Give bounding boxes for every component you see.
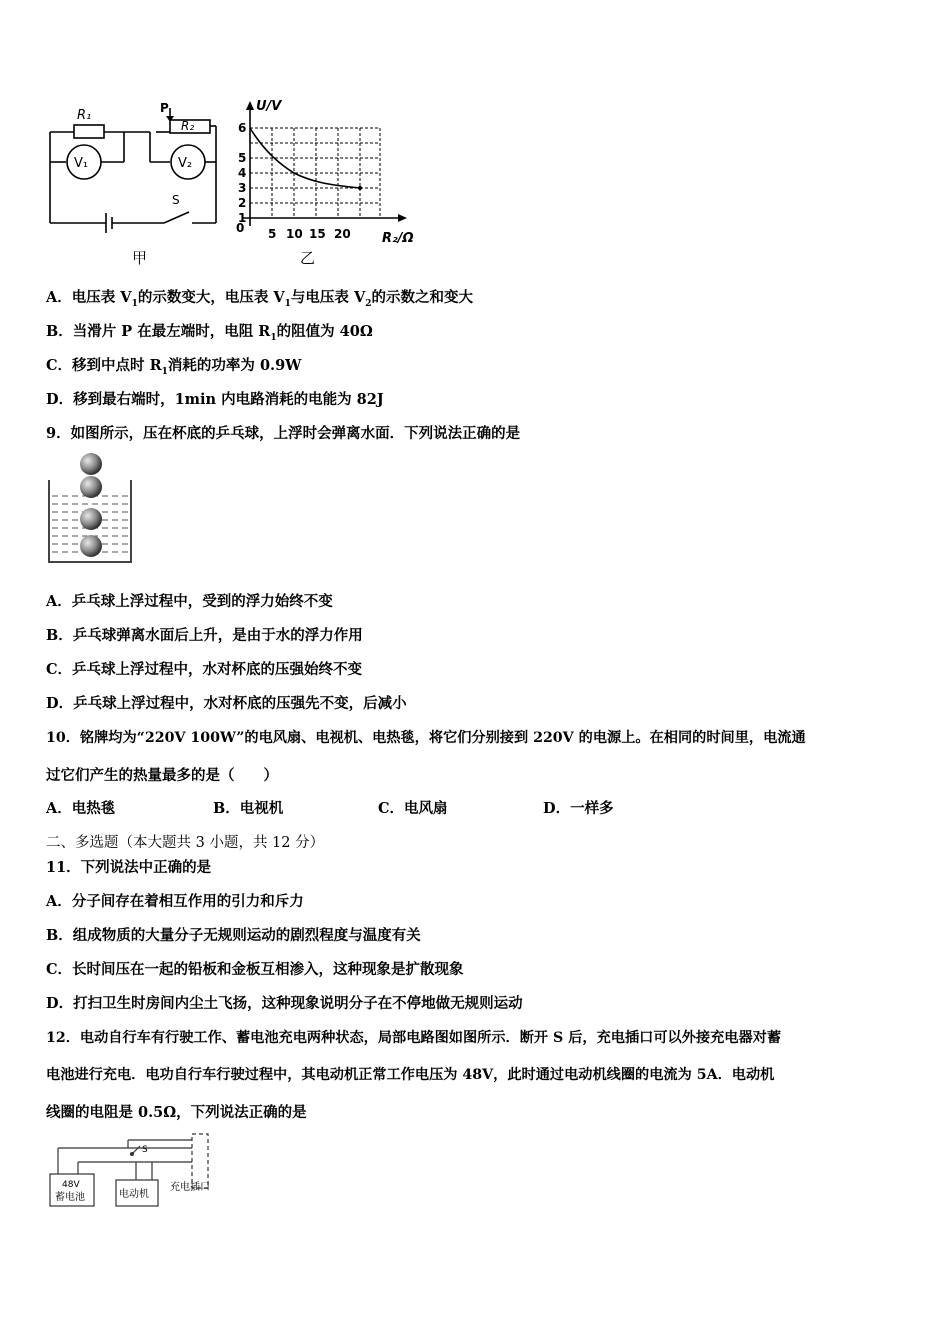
x-tick-15: 15 <box>309 227 326 241</box>
x-axis-label: R₂/Ω <box>382 231 414 246</box>
q8-option-a: A．电压表 $V_1$的示数变大，电压表 $V_1$与电压表 $V_2$的示数之和变大 <box>46 289 473 309</box>
section-heading-multiple-choice: 二、多选题（本大题共 3 小题，共 12 分） <box>46 835 325 851</box>
q12-stem-line2: 电池进行充电．电功自行车行驶过程中，其电动机正常工作电压为 48V，此时通过电动机线圈的电流为 5A．电动机 <box>46 1067 775 1083</box>
q9-option-c: C．乒乓球上浮过程中，水对杯底的压强始终不变 <box>46 661 363 678</box>
switch-s-label: S <box>142 1145 148 1155</box>
x-tick-5: 5 <box>268 227 277 241</box>
q8-option-d: D．移到最右端时，1min 内电路消耗的电能为 82J <box>46 391 384 408</box>
q8-option-c: C．移到中点时 $R_1$消耗的功率为 0.9W <box>46 357 302 377</box>
q10-option-d: D．一样多 <box>543 800 614 817</box>
q11-option-c: C．长时间压在一起的铅板和金板互相渗入，这种现象是扩散现象 <box>46 961 464 978</box>
y-tick-2: 2 <box>238 196 247 210</box>
q10-option-b: B．电视机 <box>213 800 284 817</box>
q9-stem: 9．如图所示，压在杯底的乒乓球，上浮时会弹离水面．下列说法正确的是 <box>46 425 521 442</box>
y-tick-6: 6 <box>238 121 247 135</box>
yi-label: 乙 <box>300 249 316 266</box>
q11-option-a: A．分子间存在着相互作用的引力和斥力 <box>46 893 304 910</box>
voltage-resistance-graph-yi <box>234 96 424 266</box>
q11-stem: 11．下列说法中正确的是 <box>46 859 212 876</box>
v1-label: V₁ <box>74 156 89 171</box>
battery-label: 蓄电池 <box>55 1192 85 1203</box>
s-label: S <box>172 193 180 207</box>
q10-stem-line1: 10．铭牌均为“220V 100W”的电风扇、电视机、电热毯，将它们分别接到 220V 的电源上。在相同的时间里，电流通 <box>46 730 806 746</box>
q10-stem-line2: 过它们产生的热量最多的是（ ） <box>46 767 278 784</box>
v2-label: V₂ <box>178 156 193 171</box>
q9-option-b: B．乒乓球弹离水面后上升，是由于水的浮力作用 <box>46 627 363 644</box>
r1-label: R₁ <box>77 108 92 123</box>
e-bike-circuit-figure <box>44 1128 234 1213</box>
y-axis-label: U/V <box>256 99 282 114</box>
q9-option-d: D．乒乓球上浮过程中，水对杯底的压强先不变，后减小 <box>46 695 407 712</box>
q10-option-c: C．电风扇 <box>378 800 448 817</box>
circuit-diagram-jia <box>44 100 234 270</box>
battery-voltage-label: 48V <box>62 1180 80 1190</box>
q12-stem-line1: 12．电动自行车有行驶工作、蓄电池充电两种状态，局部电路图如图所示．断开 S 后，充电插口可以外接充电器对蓄 <box>46 1030 782 1046</box>
x-tick-20: 20 <box>334 227 351 241</box>
r2-label: R₂ <box>181 119 195 133</box>
motor-label: 电动机 <box>119 1189 149 1200</box>
q9-option-a: A．乒乓球上浮过程中，受到的浮力始终不变 <box>46 593 333 610</box>
jia-label: 甲 <box>132 249 148 267</box>
beaker-ping-pong-figure <box>44 450 144 570</box>
q11-option-d: D．打扫卫生时房间内尘土飞扬，这种现象说明分子在不停地做无规则运动 <box>46 995 523 1012</box>
q8-option-b: B．当滑片 P 在最左端时，电阻 $R_1$的阻值为 40Ω <box>46 323 373 343</box>
y-tick-4: 4 <box>238 166 247 180</box>
y-tick-1: 1 <box>238 211 247 225</box>
q10-option-a: A．电热毯 <box>46 800 116 817</box>
p-label: P <box>160 101 169 115</box>
x-tick-10: 10 <box>286 227 303 241</box>
charging-port-label: 充电插口 <box>170 1182 210 1193</box>
y-tick-3: 3 <box>238 181 247 195</box>
q12-stem-line3: 线圈的电阻是 0.5Ω，下列说法正确的是 <box>46 1104 307 1121</box>
y-tick-5: 5 <box>238 151 247 165</box>
q11-option-b: B．组成物质的大量分子无规则运动的剧烈程度与温度有关 <box>46 927 421 944</box>
y-tick-0: 0 <box>236 221 245 235</box>
